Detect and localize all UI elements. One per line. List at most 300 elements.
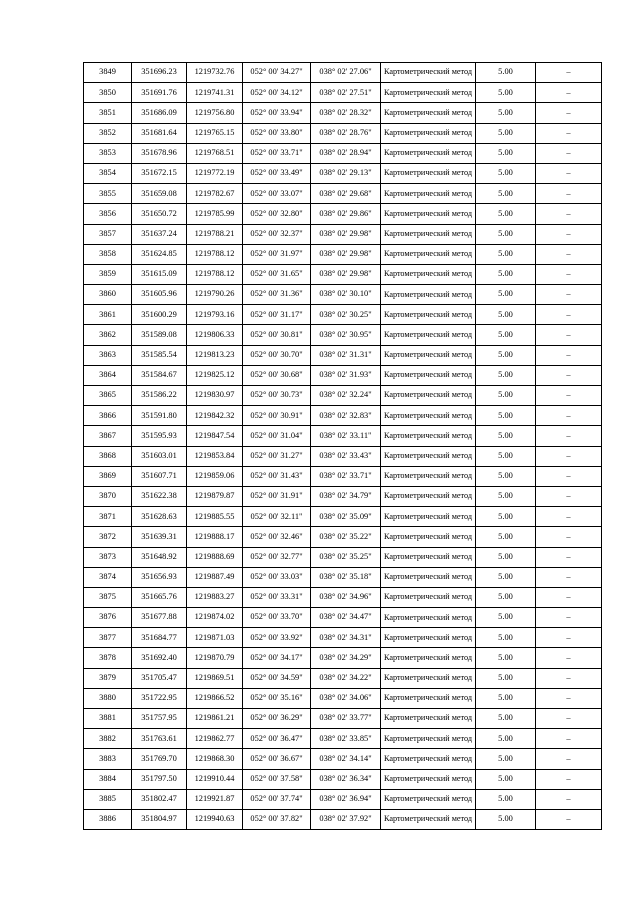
y-coordinate-cell: 1219847.54 — [187, 426, 243, 446]
point-number-cell: 3866 — [84, 406, 132, 426]
precision-cell: 5.00 — [476, 466, 536, 486]
point-number-cell: 3877 — [84, 628, 132, 648]
precision-cell: 5.00 — [476, 103, 536, 123]
x-coordinate-cell: 351757.95 — [132, 709, 187, 729]
description-cell: – — [536, 184, 602, 204]
y-coordinate-cell: 1219765.15 — [187, 123, 243, 143]
y-coordinate-cell: 1219888.17 — [187, 527, 243, 547]
x-coordinate-cell: 351691.76 — [132, 83, 187, 103]
method-cell: Картометрический метод — [381, 163, 476, 183]
longitude-cell: 038° 02' 33.85" — [311, 729, 381, 749]
description-cell: – — [536, 204, 602, 224]
description-cell: – — [536, 648, 602, 668]
point-number-cell: 3849 — [84, 63, 132, 83]
point-number-cell: 3885 — [84, 789, 132, 809]
y-coordinate-cell: 1219825.12 — [187, 365, 243, 385]
latitude-cell: 052° 00' 32.11" — [243, 507, 311, 527]
latitude-cell: 052° 00' 30.81" — [243, 325, 311, 345]
y-coordinate-cell: 1219866.52 — [187, 688, 243, 708]
point-number-cell: 3867 — [84, 426, 132, 446]
precision-cell: 5.00 — [476, 386, 536, 406]
table-row — [84, 345, 602, 365]
precision-cell: 5.00 — [476, 244, 536, 264]
table-row — [84, 224, 602, 244]
description-cell: – — [536, 729, 602, 749]
precision-cell: 5.00 — [476, 224, 536, 244]
method-cell: Картометрический метод — [381, 426, 476, 446]
latitude-cell: 052° 00' 31.27" — [243, 446, 311, 466]
precision-cell: 5.00 — [476, 63, 536, 83]
table-row — [84, 668, 602, 688]
table-row — [84, 264, 602, 284]
x-coordinate-cell: 351639.31 — [132, 527, 187, 547]
description-cell: – — [536, 709, 602, 729]
y-coordinate-cell: 1219790.26 — [187, 285, 243, 305]
longitude-cell: 038° 02' 32.24" — [311, 386, 381, 406]
longitude-cell: 038° 02' 27.06" — [311, 63, 381, 83]
y-coordinate-cell: 1219772.19 — [187, 163, 243, 183]
y-coordinate-cell: 1219793.16 — [187, 305, 243, 325]
method-cell: Картометрический метод — [381, 103, 476, 123]
description-cell: – — [536, 567, 602, 587]
table-row — [84, 325, 602, 345]
description-cell: – — [536, 325, 602, 345]
latitude-cell: 052° 00' 33.71" — [243, 143, 311, 163]
latitude-cell: 052° 00' 30.68" — [243, 365, 311, 385]
x-coordinate-cell: 351797.50 — [132, 769, 187, 789]
x-coordinate-cell: 351672.15 — [132, 163, 187, 183]
point-number-cell: 3879 — [84, 668, 132, 688]
precision-cell: 5.00 — [476, 507, 536, 527]
latitude-cell: 052° 00' 36.67" — [243, 749, 311, 769]
table-row — [84, 486, 602, 506]
method-cell: Картометрический метод — [381, 628, 476, 648]
x-coordinate-cell: 351686.09 — [132, 103, 187, 123]
x-coordinate-cell: 351656.93 — [132, 567, 187, 587]
point-number-cell: 3856 — [84, 204, 132, 224]
x-coordinate-cell: 351684.77 — [132, 628, 187, 648]
longitude-cell: 038° 02' 35.25" — [311, 547, 381, 567]
precision-cell: 5.00 — [476, 285, 536, 305]
longitude-cell: 038° 02' 31.93" — [311, 365, 381, 385]
precision-cell: 5.00 — [476, 123, 536, 143]
table-row — [84, 163, 602, 183]
table-row — [84, 386, 602, 406]
y-coordinate-cell: 1219870.79 — [187, 648, 243, 668]
precision-cell: 5.00 — [476, 426, 536, 446]
point-number-cell: 3868 — [84, 446, 132, 466]
method-cell: Картометрический метод — [381, 769, 476, 789]
precision-cell: 5.00 — [476, 527, 536, 547]
y-coordinate-cell: 1219782.67 — [187, 184, 243, 204]
method-cell: Картометрический метод — [381, 224, 476, 244]
method-cell: Картометрический метод — [381, 688, 476, 708]
table-row — [84, 426, 602, 446]
precision-cell: 5.00 — [476, 325, 536, 345]
latitude-cell: 052° 00' 33.07" — [243, 184, 311, 204]
precision-cell: 5.00 — [476, 769, 536, 789]
latitude-cell: 052° 00' 31.97" — [243, 244, 311, 264]
method-cell: Картометрический метод — [381, 608, 476, 628]
point-number-cell: 3860 — [84, 285, 132, 305]
precision-cell: 5.00 — [476, 587, 536, 607]
latitude-cell: 052° 00' 31.17" — [243, 305, 311, 325]
longitude-cell: 038° 02' 36.94" — [311, 789, 381, 809]
description-cell: – — [536, 264, 602, 284]
latitude-cell: 052° 00' 31.91" — [243, 486, 311, 506]
y-coordinate-cell: 1219940.63 — [187, 809, 243, 829]
description-cell: – — [536, 789, 602, 809]
y-coordinate-cell: 1219785.99 — [187, 204, 243, 224]
point-number-cell: 3859 — [84, 264, 132, 284]
latitude-cell: 052° 00' 34.12" — [243, 83, 311, 103]
x-coordinate-cell: 351705.47 — [132, 668, 187, 688]
method-cell: Картометрический метод — [381, 244, 476, 264]
description-cell: – — [536, 527, 602, 547]
description-cell: – — [536, 628, 602, 648]
longitude-cell: 038° 02' 34.06" — [311, 688, 381, 708]
longitude-cell: 038° 02' 33.43" — [311, 446, 381, 466]
precision-cell: 5.00 — [476, 547, 536, 567]
table-row — [84, 184, 602, 204]
x-coordinate-cell: 351763.61 — [132, 729, 187, 749]
description-cell: – — [536, 285, 602, 305]
method-cell: Картометрический метод — [381, 648, 476, 668]
point-number-cell: 3851 — [84, 103, 132, 123]
table-row — [84, 729, 602, 749]
latitude-cell: 052° 00' 37.74" — [243, 789, 311, 809]
precision-cell: 5.00 — [476, 729, 536, 749]
table-row — [84, 103, 602, 123]
method-cell: Картометрический метод — [381, 345, 476, 365]
method-cell: Картометрический метод — [381, 123, 476, 143]
method-cell: Картометрический метод — [381, 446, 476, 466]
longitude-cell: 038° 02' 34.47" — [311, 608, 381, 628]
x-coordinate-cell: 351591.80 — [132, 406, 187, 426]
table-row — [84, 648, 602, 668]
table-row — [84, 709, 602, 729]
table-row — [84, 244, 602, 264]
method-cell: Картометрический метод — [381, 63, 476, 83]
point-number-cell: 3854 — [84, 163, 132, 183]
x-coordinate-cell: 351659.08 — [132, 184, 187, 204]
precision-cell: 5.00 — [476, 688, 536, 708]
longitude-cell: 038° 02' 29.98" — [311, 244, 381, 264]
longitude-cell: 038° 02' 30.25" — [311, 305, 381, 325]
point-number-cell: 3875 — [84, 587, 132, 607]
latitude-cell: 052° 00' 33.70" — [243, 608, 311, 628]
table-row — [84, 446, 602, 466]
method-cell: Картометрический метод — [381, 365, 476, 385]
method-cell: Картометрический метод — [381, 709, 476, 729]
table-row — [84, 204, 602, 224]
x-coordinate-cell: 351769.70 — [132, 749, 187, 769]
method-cell: Картометрический метод — [381, 486, 476, 506]
table-row — [84, 63, 602, 83]
latitude-cell: 052° 00' 33.31" — [243, 587, 311, 607]
table-row — [84, 809, 602, 829]
y-coordinate-cell: 1219868.30 — [187, 749, 243, 769]
point-number-cell: 3882 — [84, 729, 132, 749]
precision-cell: 5.00 — [476, 567, 536, 587]
latitude-cell: 052° 00' 31.65" — [243, 264, 311, 284]
point-number-cell: 3850 — [84, 83, 132, 103]
precision-cell: 5.00 — [476, 789, 536, 809]
method-cell: Картометрический метод — [381, 547, 476, 567]
longitude-cell: 038° 02' 28.32" — [311, 103, 381, 123]
description-cell: – — [536, 386, 602, 406]
method-cell: Картометрический метод — [381, 204, 476, 224]
method-cell: Картометрический метод — [381, 325, 476, 345]
precision-cell: 5.00 — [476, 668, 536, 688]
point-number-cell: 3880 — [84, 688, 132, 708]
point-number-cell: 3871 — [84, 507, 132, 527]
point-number-cell: 3862 — [84, 325, 132, 345]
method-cell: Картометрический метод — [381, 527, 476, 547]
x-coordinate-cell: 351722.95 — [132, 688, 187, 708]
y-coordinate-cell: 1219885.55 — [187, 507, 243, 527]
description-cell: – — [536, 446, 602, 466]
table-row — [84, 466, 602, 486]
point-number-cell: 3874 — [84, 567, 132, 587]
latitude-cell: 052° 00' 37.58" — [243, 769, 311, 789]
precision-cell: 5.00 — [476, 709, 536, 729]
latitude-cell: 052° 00' 34.17" — [243, 648, 311, 668]
precision-cell: 5.00 — [476, 608, 536, 628]
y-coordinate-cell: 1219869.51 — [187, 668, 243, 688]
description-cell: – — [536, 809, 602, 829]
table-row — [84, 527, 602, 547]
method-cell: Картометрический метод — [381, 184, 476, 204]
longitude-cell: 038° 02' 34.31" — [311, 628, 381, 648]
latitude-cell: 052° 00' 31.43" — [243, 466, 311, 486]
longitude-cell: 038° 02' 29.13" — [311, 163, 381, 183]
y-coordinate-cell: 1219813.23 — [187, 345, 243, 365]
point-number-cell: 3869 — [84, 466, 132, 486]
description-cell: – — [536, 587, 602, 607]
longitude-cell: 038° 02' 32.83" — [311, 406, 381, 426]
longitude-cell: 038° 02' 35.09" — [311, 507, 381, 527]
table-row — [84, 789, 602, 809]
method-cell: Картометрический метод — [381, 466, 476, 486]
y-coordinate-cell: 1219859.06 — [187, 466, 243, 486]
x-coordinate-cell: 351692.40 — [132, 648, 187, 668]
point-number-cell: 3852 — [84, 123, 132, 143]
description-cell: – — [536, 668, 602, 688]
longitude-cell: 038° 02' 29.86" — [311, 204, 381, 224]
point-number-cell: 3883 — [84, 749, 132, 769]
method-cell: Картометрический метод — [381, 729, 476, 749]
longitude-cell: 038° 02' 34.79" — [311, 486, 381, 506]
description-cell: – — [536, 486, 602, 506]
description-cell: – — [536, 749, 602, 769]
precision-cell: 5.00 — [476, 305, 536, 325]
precision-cell: 5.00 — [476, 264, 536, 284]
table-row — [84, 688, 602, 708]
latitude-cell: 052° 00' 33.94" — [243, 103, 311, 123]
method-cell: Картометрический метод — [381, 749, 476, 769]
x-coordinate-cell: 351615.09 — [132, 264, 187, 284]
description-cell: – — [536, 547, 602, 567]
description-cell: – — [536, 103, 602, 123]
table-row — [84, 305, 602, 325]
longitude-cell: 038° 02' 33.77" — [311, 709, 381, 729]
latitude-cell: 052° 00' 36.47" — [243, 729, 311, 749]
point-number-cell: 3853 — [84, 143, 132, 163]
point-number-cell: 3872 — [84, 527, 132, 547]
latitude-cell: 052° 00' 34.59" — [243, 668, 311, 688]
y-coordinate-cell: 1219921.87 — [187, 789, 243, 809]
method-cell: Картометрический метод — [381, 789, 476, 809]
description-cell: – — [536, 163, 602, 183]
table-row — [84, 83, 602, 103]
y-coordinate-cell: 1219788.21 — [187, 224, 243, 244]
y-coordinate-cell: 1219861.21 — [187, 709, 243, 729]
x-coordinate-cell: 351678.96 — [132, 143, 187, 163]
longitude-cell: 038° 02' 35.22" — [311, 527, 381, 547]
description-cell: – — [536, 365, 602, 385]
x-coordinate-cell: 351804.97 — [132, 809, 187, 829]
x-coordinate-cell: 351586.22 — [132, 386, 187, 406]
point-number-cell: 3855 — [84, 184, 132, 204]
y-coordinate-cell: 1219788.12 — [187, 244, 243, 264]
latitude-cell: 052° 00' 32.37" — [243, 224, 311, 244]
longitude-cell: 038° 02' 37.92" — [311, 809, 381, 829]
description-cell: – — [536, 244, 602, 264]
y-coordinate-cell: 1219887.49 — [187, 567, 243, 587]
y-coordinate-cell: 1219732.76 — [187, 63, 243, 83]
method-cell: Картометрический метод — [381, 809, 476, 829]
y-coordinate-cell: 1219874.02 — [187, 608, 243, 628]
method-cell: Картометрический метод — [381, 285, 476, 305]
precision-cell: 5.00 — [476, 204, 536, 224]
method-cell: Картометрический метод — [381, 264, 476, 284]
longitude-cell: 038° 02' 28.94" — [311, 143, 381, 163]
table-row — [84, 507, 602, 527]
description-cell: – — [536, 63, 602, 83]
precision-cell: 5.00 — [476, 446, 536, 466]
precision-cell: 5.00 — [476, 184, 536, 204]
longitude-cell: 038° 02' 36.34" — [311, 769, 381, 789]
y-coordinate-cell: 1219788.12 — [187, 264, 243, 284]
latitude-cell: 052° 00' 35.16" — [243, 688, 311, 708]
description-cell: – — [536, 345, 602, 365]
method-cell: Картометрический метод — [381, 305, 476, 325]
point-number-cell: 3857 — [84, 224, 132, 244]
table-row — [84, 567, 602, 587]
point-number-cell: 3861 — [84, 305, 132, 325]
x-coordinate-cell: 351628.63 — [132, 507, 187, 527]
y-coordinate-cell: 1219910.44 — [187, 769, 243, 789]
x-coordinate-cell: 351681.64 — [132, 123, 187, 143]
longitude-cell: 038° 02' 30.10" — [311, 285, 381, 305]
longitude-cell: 038° 02' 33.71" — [311, 466, 381, 486]
point-number-cell: 3858 — [84, 244, 132, 264]
latitude-cell: 052° 00' 30.73" — [243, 386, 311, 406]
latitude-cell: 052° 00' 32.77" — [243, 547, 311, 567]
x-coordinate-cell: 351648.92 — [132, 547, 187, 567]
latitude-cell: 052° 00' 30.91" — [243, 406, 311, 426]
table-row — [84, 123, 602, 143]
description-cell: – — [536, 426, 602, 446]
method-cell: Картометрический метод — [381, 567, 476, 587]
description-cell: – — [536, 406, 602, 426]
point-number-cell: 3881 — [84, 709, 132, 729]
latitude-cell: 052° 00' 32.80" — [243, 204, 311, 224]
x-coordinate-cell: 351600.29 — [132, 305, 187, 325]
y-coordinate-cell: 1219830.97 — [187, 386, 243, 406]
description-cell: – — [536, 123, 602, 143]
point-number-cell: 3884 — [84, 769, 132, 789]
table-row — [84, 547, 602, 567]
longitude-cell: 038° 02' 34.96" — [311, 587, 381, 607]
table-row — [84, 769, 602, 789]
x-coordinate-cell: 351607.71 — [132, 466, 187, 486]
y-coordinate-cell: 1219871.03 — [187, 628, 243, 648]
precision-cell: 5.00 — [476, 143, 536, 163]
x-coordinate-cell: 351595.93 — [132, 426, 187, 446]
latitude-cell: 052° 00' 33.80" — [243, 123, 311, 143]
point-number-cell: 3878 — [84, 648, 132, 668]
y-coordinate-cell: 1219853.84 — [187, 446, 243, 466]
x-coordinate-cell: 351584.67 — [132, 365, 187, 385]
longitude-cell: 038° 02' 29.98" — [311, 224, 381, 244]
y-coordinate-cell: 1219806.33 — [187, 325, 243, 345]
method-cell: Картометрический метод — [381, 406, 476, 426]
table-row — [84, 365, 602, 385]
point-number-cell: 3886 — [84, 809, 132, 829]
precision-cell: 5.00 — [476, 486, 536, 506]
coordinates-table — [83, 62, 602, 830]
table-row — [84, 587, 602, 607]
method-cell: Картометрический метод — [381, 587, 476, 607]
precision-cell: 5.00 — [476, 406, 536, 426]
x-coordinate-cell: 351637.24 — [132, 224, 187, 244]
y-coordinate-cell: 1219842.32 — [187, 406, 243, 426]
point-number-cell: 3863 — [84, 345, 132, 365]
description-cell: – — [536, 769, 602, 789]
description-cell: – — [536, 608, 602, 628]
longitude-cell: 038° 02' 30.95" — [311, 325, 381, 345]
longitude-cell: 038° 02' 29.68" — [311, 184, 381, 204]
latitude-cell: 052° 00' 32.46" — [243, 527, 311, 547]
description-cell: – — [536, 688, 602, 708]
coordinates-table-body — [84, 63, 602, 830]
table-row — [84, 628, 602, 648]
precision-cell: 5.00 — [476, 628, 536, 648]
x-coordinate-cell: 351696.23 — [132, 63, 187, 83]
latitude-cell: 052° 00' 36.29" — [243, 709, 311, 729]
table-row — [84, 406, 602, 426]
longitude-cell: 038° 02' 34.29" — [311, 648, 381, 668]
description-cell: – — [536, 305, 602, 325]
y-coordinate-cell: 1219862.77 — [187, 729, 243, 749]
method-cell: Картометрический метод — [381, 668, 476, 688]
longitude-cell: 038° 02' 34.22" — [311, 668, 381, 688]
description-cell: – — [536, 507, 602, 527]
method-cell: Картометрический метод — [381, 83, 476, 103]
x-coordinate-cell: 351589.08 — [132, 325, 187, 345]
longitude-cell: 038° 02' 29.98" — [311, 264, 381, 284]
longitude-cell: 038° 02' 28.76" — [311, 123, 381, 143]
y-coordinate-cell: 1219879.87 — [187, 486, 243, 506]
y-coordinate-cell: 1219883.27 — [187, 587, 243, 607]
method-cell: Картометрический метод — [381, 143, 476, 163]
point-number-cell: 3865 — [84, 386, 132, 406]
y-coordinate-cell: 1219888.69 — [187, 547, 243, 567]
x-coordinate-cell: 351665.76 — [132, 587, 187, 607]
description-cell: – — [536, 466, 602, 486]
